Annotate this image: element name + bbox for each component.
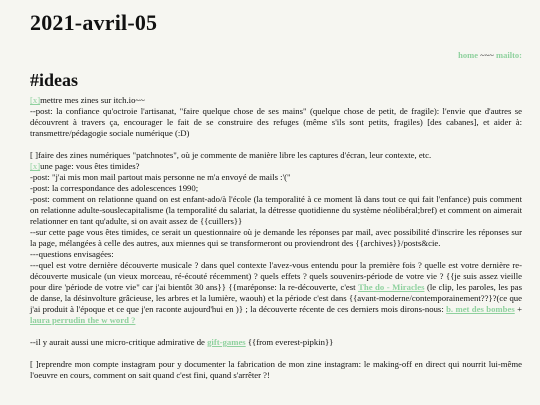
paragraph-patchnotes	[30, 150, 522, 326]
idea-text: (le clip, les paroles, les pas de danse, la désinvolture grâcieuse, les arbres et la lumière, waouh) et la période c'est dans {{avant-moderne/contemporainement??}?(ce que j'ai produit à l'époque et ce que j'en raconte aujourd'hui en )} ; la découverte récente de ces derniers mois dirons-nous:	[30, 282, 522, 314]
the-do-link[interactable]: The do - Miracles	[358, 282, 425, 292]
idea-text: -post: la correspondance des adolescences 1990;	[30, 183, 199, 193]
idea-text: [ ]faire des zines numériques "patchnotes", où je commente de manière libre les captures d'écran, leur contexte, etc.	[30, 150, 432, 160]
section-heading: #ideas	[30, 70, 79, 90]
idea-text: ---questions envisagées:	[30, 249, 114, 259]
nav-separator: ~~~	[480, 50, 494, 60]
b-met-des-bombes-link[interactable]: b. met des bombes	[446, 304, 515, 314]
idea-text: --il y aurait aussi une micro-critique admirative de	[30, 337, 208, 347]
idea-text: -post: comment on relationne quand on est enfant-ado/à l'école (la temporalité à ce moment là dans tout ce qui fait l'enfance) puis comment on relationne adulte-souslecapitalisme (la temporalité du salariat, la détresse quotidienne du système néolibéral;bref) et comment on aimerait relationner en tant qu'adulte, si on avait assez de {{cuillers}}	[30, 194, 522, 226]
mailto-link[interactable]: mailto:	[496, 50, 522, 60]
top-nav	[30, 50, 522, 60]
idea-text: --post: la confiance qu'octroie l'artisanat, "faire quelque chose de ses mains" (quelque chose de petit, de fragile): l'envie que d'autres se découvrent à travers ça, encourager le fait de se construire des refuges (même s'ils sont petits, fragiles) [des cabanes], et aider à: transmettre/pédagogie sociale numérique (:D)	[30, 106, 522, 138]
checked-link[interactable]: [x]	[30, 161, 41, 171]
idea-text: {{from everest-pipkin}}	[245, 337, 334, 347]
idea-text: [ ]reprendre mon compte instagram pour y documenter la fabrication de mon zine instagram: le making-off en direct qui nourrit lui-même l'oeuvre en cours, comment on sait quand c'est fini, quand s'arrêter ?!	[30, 359, 522, 380]
gift-games-link[interactable]: gift-games	[207, 337, 246, 347]
idea-text: --sur cette page vous êtes timides, ce serait un questionnaire où je demande les réponses par mail, avec possibilité d'inscrire les réponses sur la page, mélangées à celle des autres, aux miennes qui se transformeront ou proviendront des {{archives}}/posts&cie.	[30, 227, 522, 248]
ideas-body	[30, 95, 522, 381]
paragraph-micro-critique	[30, 337, 522, 348]
laura-perrudin-link[interactable]: laura perrudin the w word ?	[30, 315, 136, 325]
checked-link[interactable]: [x]	[30, 95, 41, 105]
paragraph-itch	[30, 95, 522, 139]
idea-text: mettre mes zines sur itch.io~~	[40, 95, 145, 105]
home-link[interactable]: home	[458, 50, 478, 60]
idea-text: -post: "j'ai mis mon mail partout mais personne ne m'a envoyé de mails :'("	[30, 172, 291, 182]
idea-text: +	[514, 304, 522, 314]
idea-text: une page: vous êtes timides?	[40, 161, 140, 171]
paragraph-instagram	[30, 359, 522, 381]
page-title: 2021-avril-05	[30, 10, 158, 35]
idea-text: ---quel est votre dernière découverte musicale ? dans quel contexte l'avez-vous entendu pour la première fois ? quelle est votre dernière re-découverte musicale (un vieux morceau, ré-écouté récemment) ? quels effets ? quels souvenirs-période de votre vie ? {{je suis assez vieille pour dire 'période de votre vie" car j'ai bientôt 30 ans}} {{maréponse: la re-découverte, c'est	[30, 260, 522, 292]
